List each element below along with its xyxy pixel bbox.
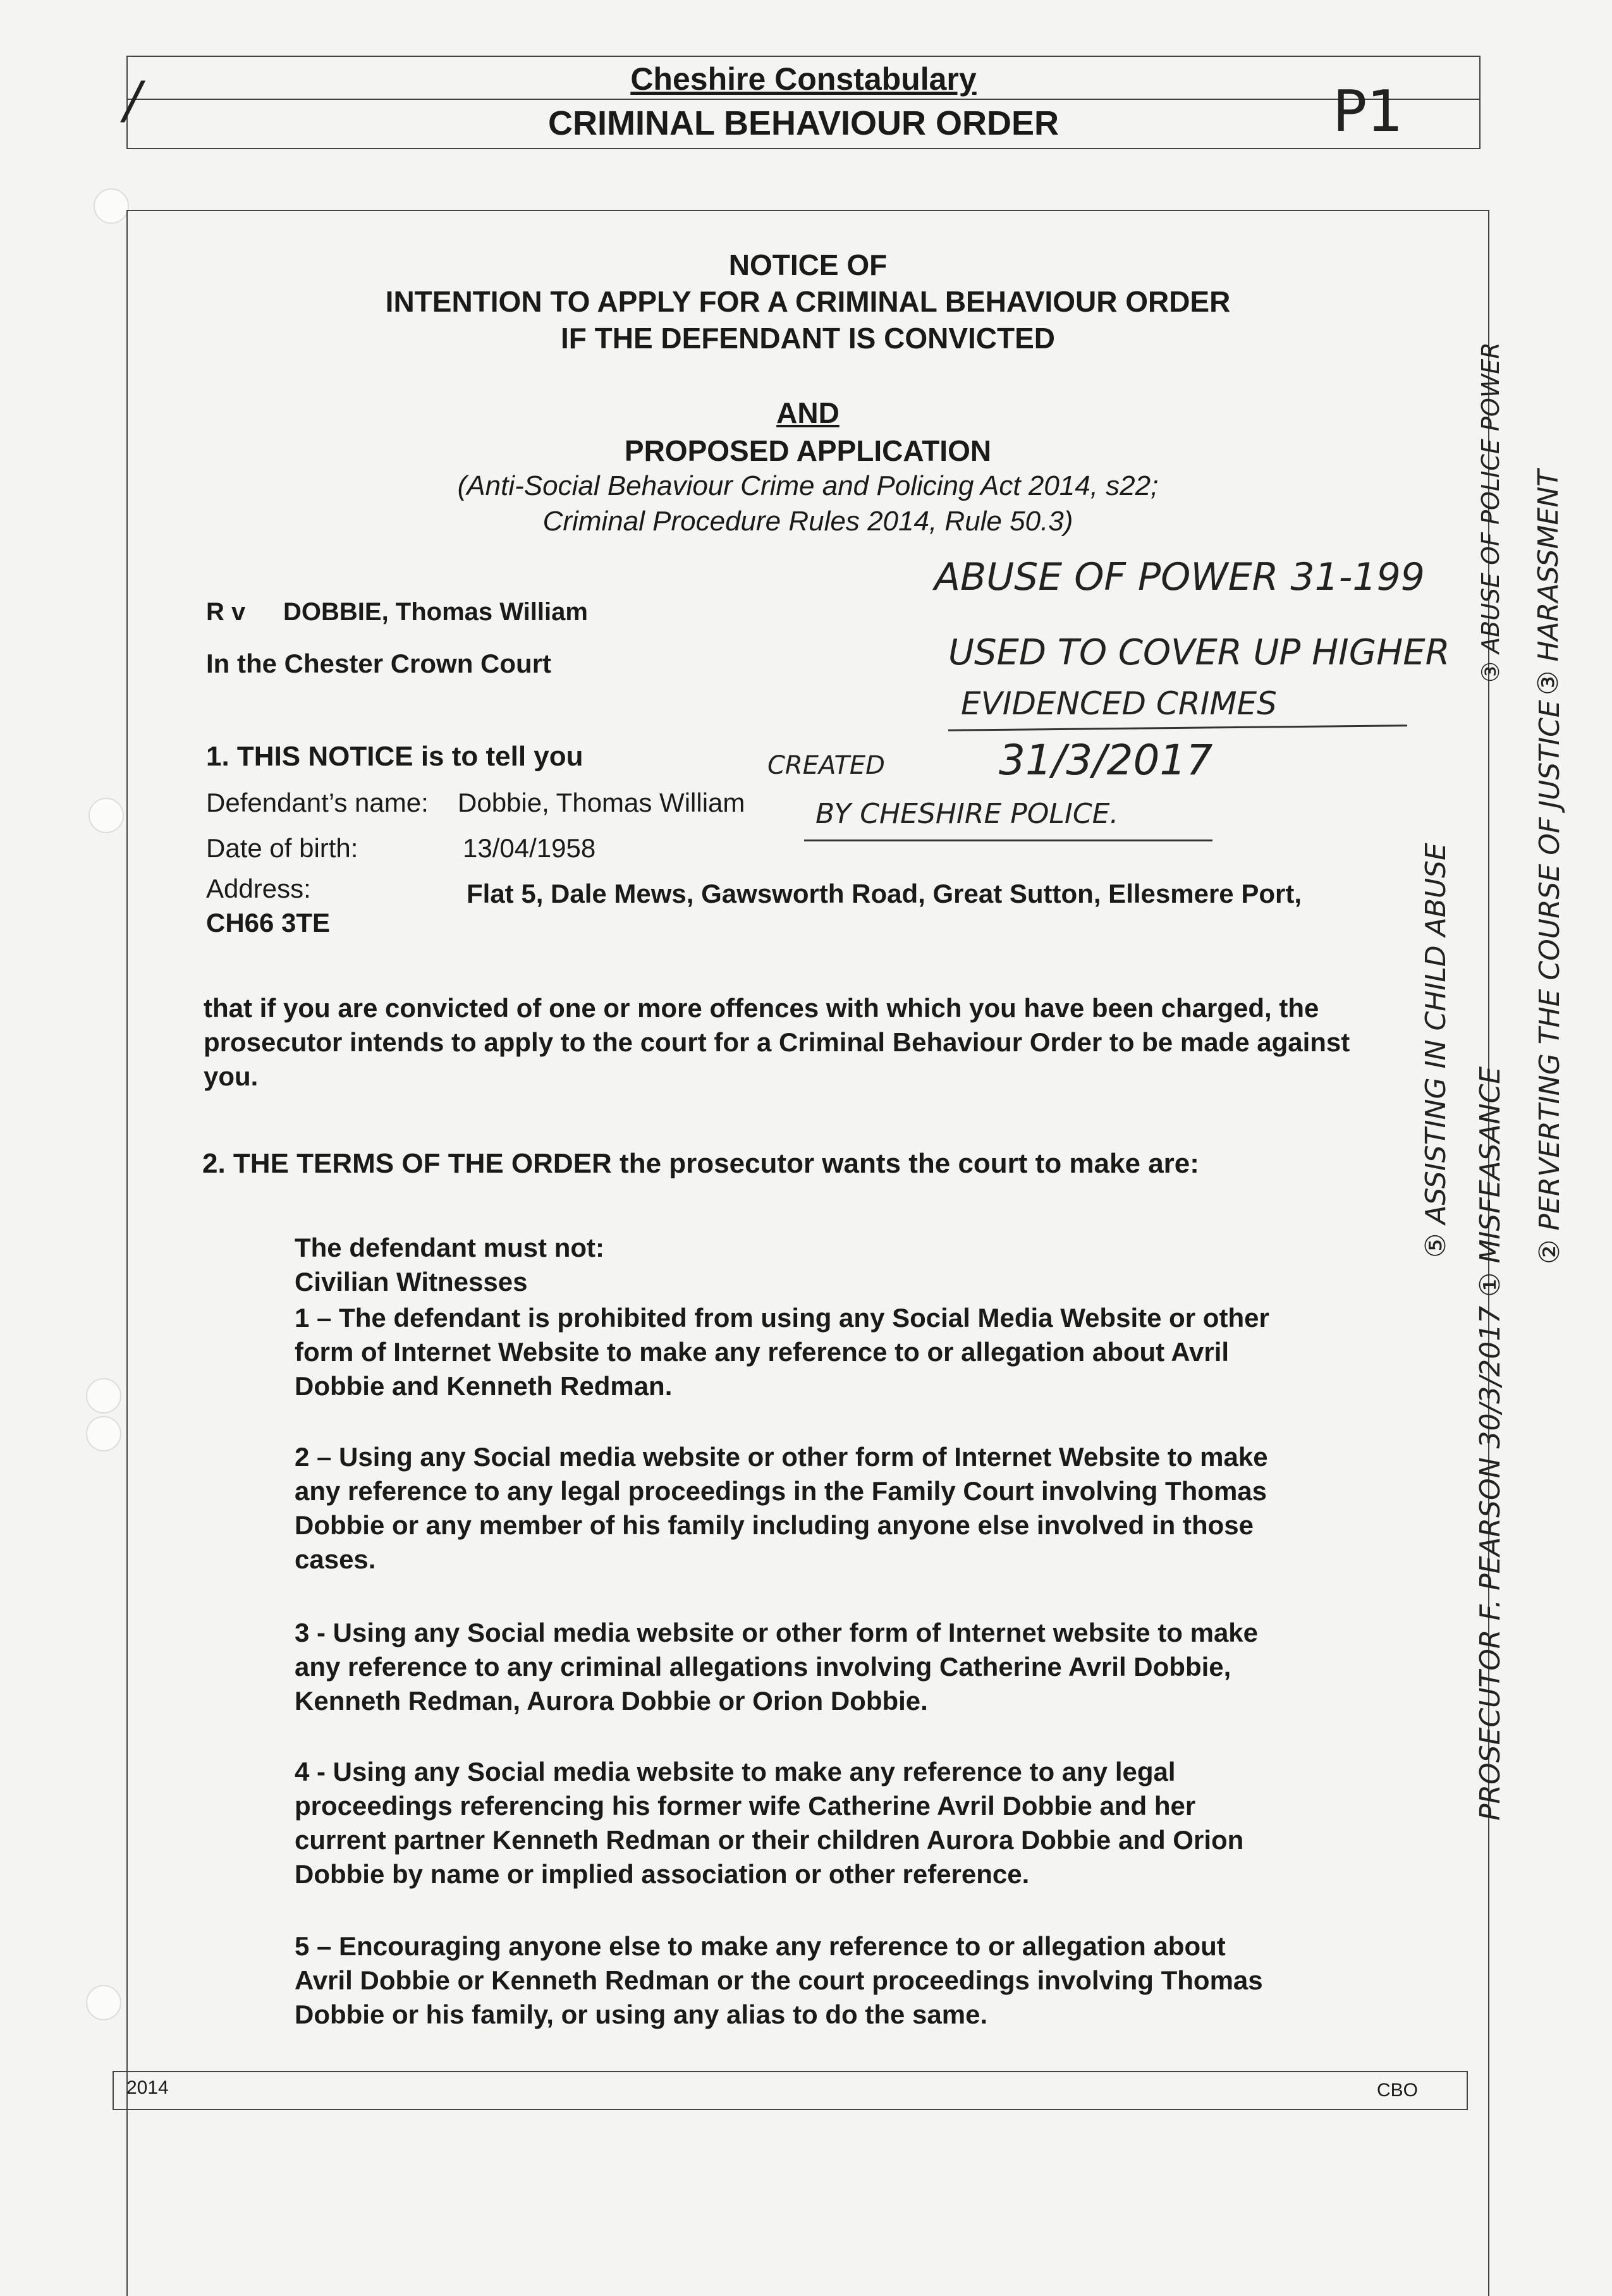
term-3: 3 - Using any Social media website or other form of Internet website to make any reference to any criminal allegations involving Catherine Avril Dobbie, Kenneth Redman, Aurora Dobbie or Orion Dobbie. [295,1618,1259,1716]
section-1-heading: 1. THIS NOTICE is to tell you [206,741,583,772]
handwritten-abuse-line-3: EVIDENCED CRIMES [961,685,1277,722]
page-mark: P1 [1333,78,1403,145]
notice-line-2: INTENTION TO APPLY FOR A CRIMINAL BEHAVIOUR ORDER [385,285,1231,318]
address-postcode: CH66 3TE [206,908,331,937]
defendant-name-label: Defendant’s name: [206,788,429,817]
legislation-ref-1: (Anti-Social Behaviour Crime and Policing Act 2014, s22; [457,470,1159,501]
org-name: Cheshire Constabulary [630,61,977,97]
punch-hole [86,1985,121,2020]
header-divider [126,99,1481,100]
and-heading: AND [776,396,840,429]
term-5: 5 – Encouraging anyone else to make any reference to or allegation about Avril Dobbie or Kenneth Redman or the court proceedings involving Thomas Dobbie or his family, or using any alias to do the same. [295,1931,1263,2029]
handwritten-underline-2 [804,840,1212,841]
term-4: 4 - Using any Social media website to make any reference to any legal proceedings referencing his former wife Catherine Avril Dobbie and her current partner Kenneth Redman or their children Aurora Dobbie and Orion Dobbie by name or implied association or other reference. [295,1757,1244,1889]
form-title: CRIMINAL BEHAVIOUR ORDER [547,104,1059,142]
handwritten-abuse-line-2: USED TO COVER UP HIGHER [948,632,1450,673]
defendant-name-heading: DOBBIE, Thomas William [283,598,588,626]
notice-line-3: IF THE DEFENDANT IS CONVICTED [560,322,1056,355]
handwritten-by-police: BY CHESHIRE POLICE. [815,798,1119,830]
address-value: Flat 5, Dale Mews, Gawsworth Road, Great Sutton, Ellesmere Port, [467,879,1302,908]
dob-value: 13/04/1958 [463,833,596,863]
margin-note-assisting-child-abuse: ⑤ ASSISTING IN CHILD ABUSE [1420,843,1452,1258]
handwritten-created-date: 31/3/2017 [999,736,1213,785]
punch-hole [86,1378,121,1414]
footer-year: 2014 [126,2077,169,2098]
term-2: 2 – Using any Social media website or other form of Internet Website to make any reference to any legal proceedings in the Family Court involving Thomas Dobbie or any member of his family including anyone else involved in those cases. [295,1442,1268,1574]
must-not-label: The defendant must not: [295,1233,604,1262]
punch-hole [86,1416,121,1451]
defendant-name-value: Dobbie, Thomas William [458,788,745,817]
term-1: 1 – The defendant is prohibited from using any Social Media Website or other form of Internet Website to make any reference to or allegation about Avril Dobbie and Kenneth Redman. [295,1303,1269,1401]
handwritten-created: CREATED [767,751,885,780]
address-label: Address: [206,874,311,903]
notice-line-1: NOTICE OF [728,248,888,281]
court-name: In the Chester Crown Court [206,649,552,678]
margin-note-perverting-justice: ② PERVERTING THE COURSE OF JUSTICE [1534,700,1566,1264]
handwritten-abuse-line-1: ABUSE OF POWER 31-199 [934,555,1425,599]
margin-note-prosecutor-misfeasance: PROSECUTOR F. PEARSON 30/3/2017 ① MISFEASANCE [1474,1066,1506,1821]
section-2-heading: 2. THE TERMS OF THE ORDER the prosecutor wants the court to make are: [202,1148,1199,1179]
section-1-paragraph: that if you are convicted of one or more offences with which you have been charged, the prosecutor intends to apply to the court for a Criminal Behaviour Order to be made against you. [204,993,1350,1091]
corner-mark: / [124,71,141,130]
footer-code: CBO [1377,2080,1419,2101]
margin-note-abuse-of-police-power: ③ ABUSE OF POLICE POWER [1477,342,1505,683]
legislation-ref-2: Criminal Procedure Rules 2014, Rule 50.3) [542,506,1073,537]
margin-note-harassment: ③ HARASSMENT [1532,469,1565,695]
punch-hole [94,188,129,224]
proposed-application: PROPOSED APPLICATION [624,434,992,467]
civilian-witnesses-label: Civilian Witnesses [295,1267,528,1297]
case-rv: R v [206,598,246,626]
punch-hole [89,798,124,833]
dob-label: Date of birth: [206,833,358,863]
footer-box [113,2071,1468,2110]
